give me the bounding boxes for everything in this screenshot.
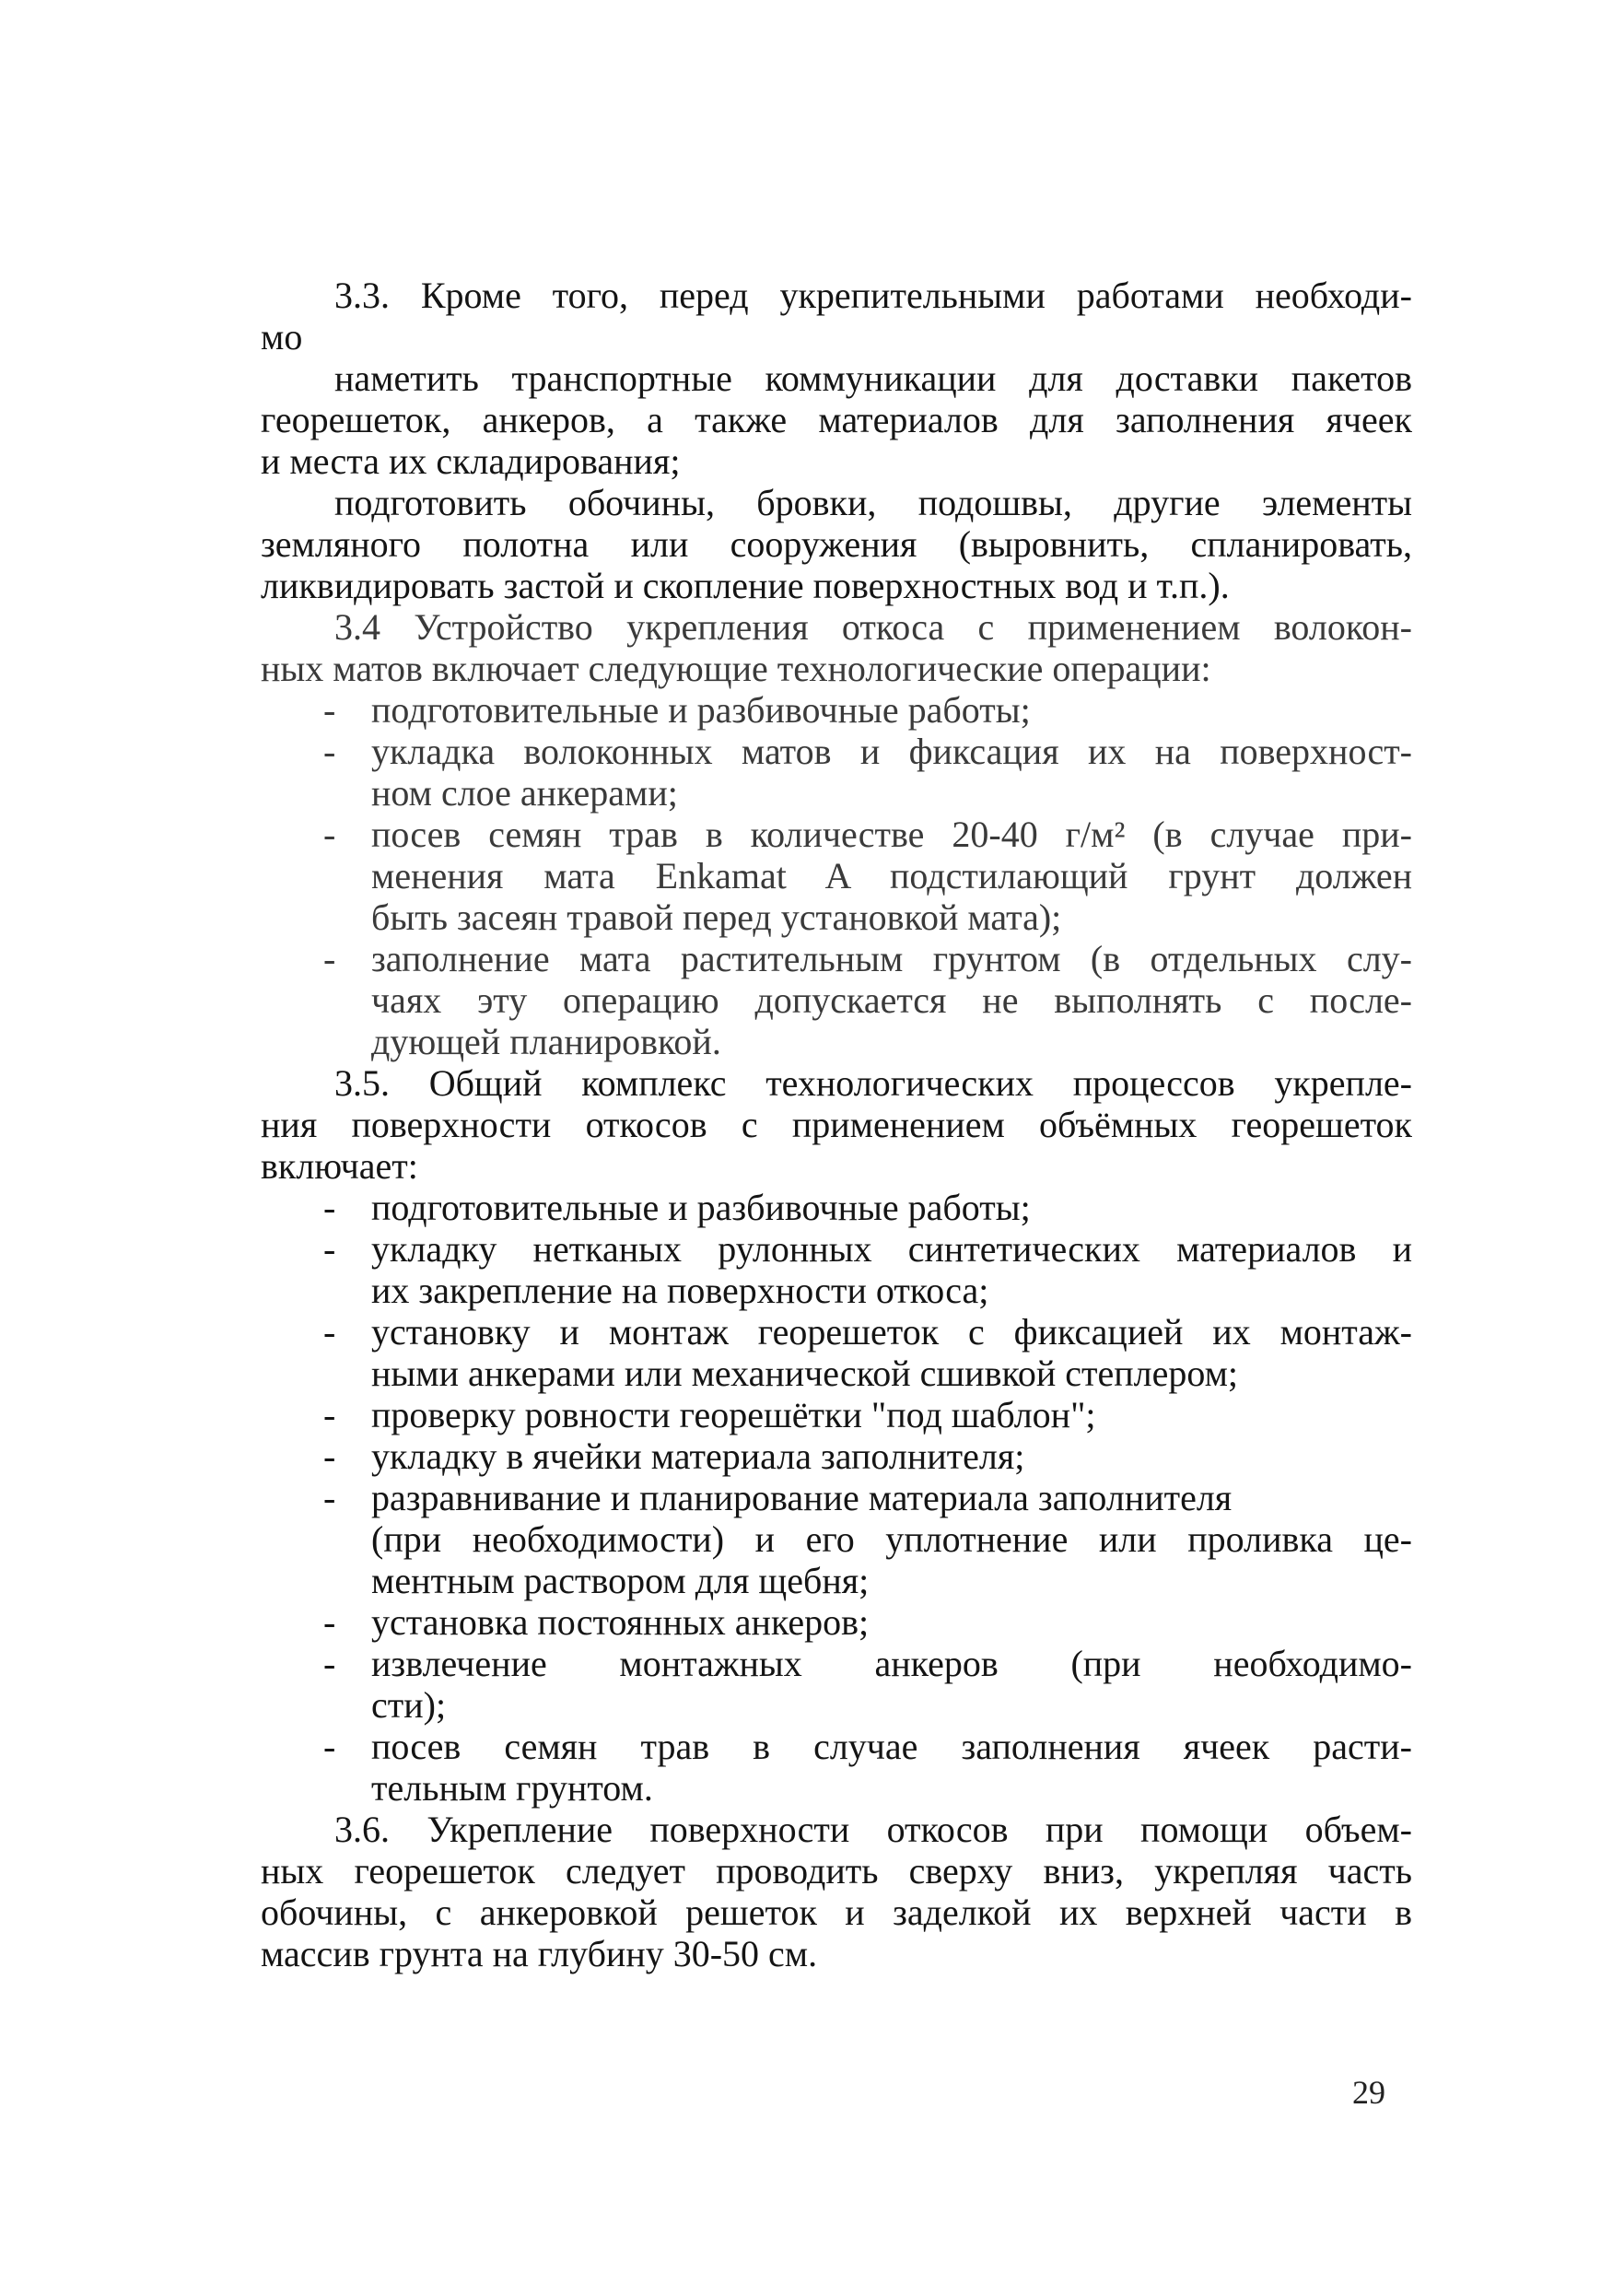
- list-item-continuation: [261, 979, 1412, 1021]
- page-number: 29: [1352, 2074, 1385, 2111]
- paragraph-3-3-line: ликвидировать застой и скопление поверхностных вод и т.п.).: [261, 565, 1230, 606]
- paragraph-3-3-line: и места их складирования;: [261, 440, 681, 482]
- bullet-dash: -: [323, 814, 336, 855]
- list-item-continuation: сти);: [371, 1684, 447, 1726]
- bullet-dash: -: [323, 938, 336, 979]
- list-item: [261, 1394, 1412, 1435]
- paragraph-3-3-line: земляного полотна или сооружения (выровнить, спланировать,: [261, 523, 1412, 565]
- list-item-continuation: тельным грунтом.: [371, 1767, 653, 1809]
- bullet-dash: -: [323, 1477, 336, 1518]
- list-item-text: посев семян трав в количестве 20-40 г/м² (в случае при-: [371, 814, 1412, 855]
- list-item-text: проверку ровности георешётки "под шаблон";: [371, 1394, 1096, 1435]
- list-item-text: подготовительные и разбивочные работы;: [371, 1187, 1031, 1228]
- list-item-text: укладка волоконных матов и фиксация их на поверхност-: [371, 731, 1412, 772]
- bullet-dash: -: [323, 1726, 336, 1767]
- list-item-continuation: дующей планировкой.: [371, 1021, 721, 1062]
- paragraph-3-5-line: ния поверхности откосов с применением объёмных георешеток: [261, 1104, 1412, 1145]
- bullet-dash: -: [323, 1601, 336, 1643]
- list-item: [261, 1228, 1412, 1270]
- list-item-text: установку и монтаж георешеток с фиксацией их монтаж-: [371, 1311, 1412, 1353]
- list-item: [261, 938, 1412, 979]
- list-item-continuation: ном слое анкерами;: [371, 772, 678, 814]
- list-item: [261, 731, 1412, 772]
- list-item-text: чаях эту операцию допускается не выполнять с после-: [371, 979, 1412, 1021]
- list-item-continuation: [261, 1518, 1412, 1560]
- paragraph-3-5-line: 3.5. Общий комплекс технологических процессов укрепле-: [334, 1062, 1412, 1104]
- list-item: [261, 1311, 1412, 1353]
- list-item-text: менения мата Enkamat A подстилающий грунт должен: [371, 855, 1412, 896]
- document-body: [261, 275, 1412, 1974]
- list-item: [261, 1187, 1412, 1228]
- paragraph-3-4-line: 3.4 Устройство укрепления откоса с применением волокон-: [334, 606, 1412, 648]
- list-item-text: установка постоянных анкеров;: [371, 1601, 870, 1643]
- list-item-continuation: быть засеян травой перед установкой мата);: [371, 896, 1062, 938]
- list-item-text: укладку в ячейки материала заполнителя;: [371, 1435, 1025, 1477]
- list-item: [261, 1477, 1412, 1518]
- list-item-text: укладку нетканых рулонных синтетических материалов и: [371, 1228, 1412, 1270]
- bullet-dash: -: [323, 1643, 336, 1684]
- bullet-dash: -: [323, 1187, 336, 1228]
- list-item-continuation: [261, 855, 1412, 896]
- bullet-dash: -: [323, 1394, 336, 1435]
- paragraph-3-3-line: подготовить обочины, бровки, подошвы, другие элементы: [334, 482, 1412, 523]
- paragraph-3-3-line: георешеток, анкеров, а также материалов для заполнения ячеек: [261, 399, 1412, 440]
- list-item: [261, 1643, 1412, 1684]
- list-item-text: посев семян трав в случае заполнения ячеек расти-: [371, 1726, 1412, 1767]
- list-item-text: (при необходимости) и его уплотнение или проливка це-: [371, 1518, 1412, 1560]
- paragraph-3-6-line: ных георешеток следует проводить сверху вниз, укрепляя часть: [261, 1850, 1412, 1892]
- paragraph-3-5-line: включает:: [261, 1145, 418, 1187]
- paragraph-3-4-line: ных матов включает следующие технологические операции:: [261, 648, 1211, 689]
- list-item: [261, 1435, 1412, 1477]
- list-item-text: извлечение монтажных анкеров (при необходимо-: [371, 1643, 1412, 1684]
- paragraph-3-3-line: наметить транспортные коммуникации для доставки пакетов: [334, 357, 1412, 399]
- bullet-dash: -: [323, 1311, 336, 1353]
- list-item-text: разравнивание и планирование материала заполнителя: [371, 1477, 1233, 1518]
- bullet-dash: -: [323, 731, 336, 772]
- bullet-dash: -: [323, 1228, 336, 1270]
- list-item: [261, 814, 1412, 855]
- bullet-dash: -: [323, 1435, 336, 1477]
- list-item-continuation: ными анкерами или механической сшивкой степлером;: [371, 1353, 1239, 1394]
- paragraph-3-6-line: 3.6. Укрепление поверхности откосов при помощи объем-: [334, 1809, 1412, 1850]
- paragraph-3-3-line: 3.3. Кроме того, перед укрепительными работами необходи-: [334, 275, 1412, 316]
- paragraph-3-6-line: массив грунта на глубину 30-50 см.: [261, 1933, 818, 1974]
- list-item-text: подготовительные и разбивочные работы;: [371, 689, 1031, 731]
- list-item: [261, 1601, 1412, 1643]
- paragraph-3-3-line: мо: [261, 316, 303, 357]
- bullet-dash: -: [323, 689, 336, 731]
- paragraph-3-6-line: обочины, с анкеровкой решеток и заделкой их верхней части в: [261, 1892, 1412, 1933]
- list-item-continuation: их закрепление на поверхности откоса;: [371, 1270, 989, 1311]
- list-item: [261, 689, 1412, 731]
- list-item-continuation: ментным раствором для щебня;: [371, 1560, 870, 1601]
- list-item-text: заполнение мата растительным грунтом (в отдельных слу-: [371, 938, 1412, 979]
- list-item: [261, 1726, 1412, 1767]
